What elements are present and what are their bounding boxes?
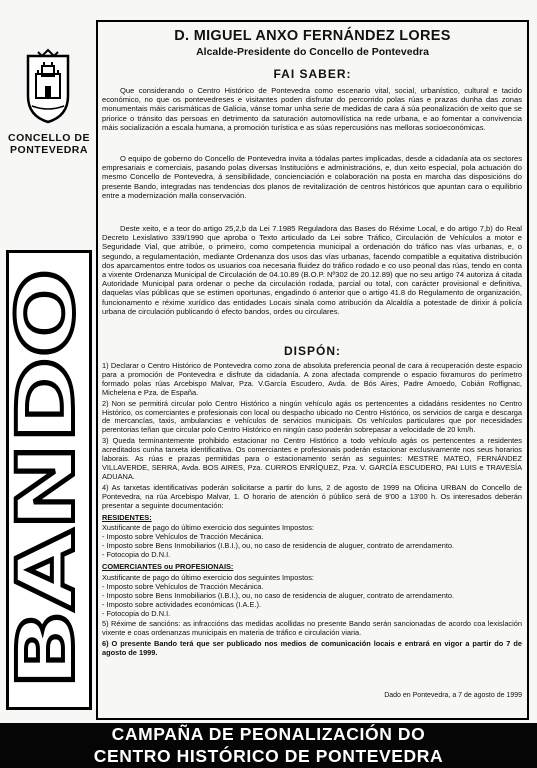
com-line: - Imposto sobre Vehículos de Tracción Mecánica. — [102, 581, 264, 591]
com-line: - Imposto sobre Bens Inmobiliarios (I.B.I.), ou, no caso de residencia de aluguer, contrato de arrendamento. — [102, 590, 455, 600]
com-line: Xustificante de pago do último exercicio dos seguintes Impostos: — [102, 572, 314, 582]
footer-line-2: CENTRO HISTÓRICO DE PONTEVEDRA — [93, 746, 444, 766]
page-title: D. MIGUEL ANXO FERNÁNDEZ LORES — [174, 28, 451, 44]
header — [96, 28, 529, 58]
dispositions-list — [102, 362, 522, 660]
item-5: 5) Réxime de sancións: as infraccións das medidas acollidas no presente Bando serán sancionadas de acordo coa lexislación vixente e coas ordenanzas municipais en materia de tráfico e circulación viaria. — [102, 619, 522, 638]
concello-label: CONCELLO DE PONTEVEDRA — [8, 132, 90, 156]
item-4: 4) As tarxetas identificativas poderán solicitarse a partir do luns, 2 de agosto de 1999 na Oficina URBAN do Concello de Pontevedra, na rúa Arcebispo Malvar, 1. O horario de atención ó público será de 9'00 a 13'00 h. Os interesados deberán presentar a seguinte documentación: — [102, 482, 522, 510]
item-1: 1) Declarar o Centro Histórico de Pontevedra como zona de absoluta preferencia peonal de cara á recuperación deste espacio para a promoción de Pontevedra e disfrute da cidadanía. A zona afectada comprende o espacio fixramuros do perímetro formado polas rúas Arcebispo Malvar, Pza. V.García Escudero, Avda. de Bós Aires, Padre Amoedo, Cobián Roffignac, Michelena e Pza. de España. — [102, 361, 522, 397]
comerciantes-heading: COMERCIANTES ou PROFESIONAIS: — [102, 562, 234, 572]
dispon-heading: DISPÓN: — [283, 344, 341, 358]
item-2: 2) Non se permitirá circular polo Centro Histórico a ningún vehículo agás os pertencentes a cidadáns residentes no Centro Histórico, os comerciantes e profesionais con local ou despacho ubicado no Centro Histórico, os servicios de carga e descarga de mercancías, taxis, ambulancias e vehículos de servicios municipais. Os vehículos particulares que por necesidades perentorias teñan que circular polo Centro Histórico en ningún caso poderán sobrepasar a velocidade de 20 km/h. — [102, 398, 522, 435]
coat-of-arms-icon — [18, 50, 78, 124]
com-line: - Imposto sobre actividades económicas (I.A.E.). — [102, 599, 261, 609]
residentes-heading: RESIDENTES: — [102, 512, 152, 522]
paragraph-1: Que considerando o Centro Histórico de Pontevedra como escenario vital, social, urbanístico, cultural e tacido económico, no que os pontevedreses e visitantes poden disfrutar do percorrido polas rúas e prazas dunha das zonas monumentais máis carismáticas de Galicia, vánse tomar unha serie de medidas de cara á súa peonalización de xeito que se priorice o tránsito das persoas en detrimento da saturación automovilística na rede urbana, e ao fomentar a convivencia máis socialización a escala humana, a promoción turística e as súas repercusións nas melloras socioeconómicas. — [102, 86, 522, 132]
paragraph-2: O equipo de goberno do Concello de Pontevedra invita a tódalas partes implicadas, desde a cidadanía ata os sectores empresariais e comerciais, pasando polas diversas Institucións e administracións, e, dun xeito especial, pola actuación do mesmo Concello de Pontevedra, á sensibilidade, concienciación e colaboración na posta en marcha das disposicións do presente Bando, integradas nas tendencias dos planos de revitalización de centros históricos que apuntan cara o equilibrio entre a modernización malla conservación. — [102, 154, 522, 200]
item-6: 6) O presente Bando terá que ser publicado nos medios de comunicación locais e entrará en vigor a partir do 7 de agosto de 1999. — [102, 639, 522, 658]
res-line: Xustificante de pago do último exercicio dos seguintes Impostos: — [102, 523, 314, 533]
item-3: 3) Queda terminantemente prohibido estacionar no Centro Histórico a todo vehículo agás os pertencentes a residentes acreditados cunha tarxeta identificativa. Os comerciantes e profesionais poderán estacionar exclusivamente nos seus horarios laborais. As rúas e prazas permitidas para o estacionamento serán as seguintes: MESTRE MATEO, FERNÁNDEZ VILLAVERDE, SERRA, Avda. BOS AIRES, Pza. CURROS ENRÍQUEZ, Pza. V. GARCÍA ESCUDERO, PAI LUIS e TRAVESÍA ADUANA. — [102, 436, 522, 481]
res-line: - Imposto sobre Vehículos de Tracción Mecánica. — [102, 532, 264, 542]
bando-word: BANDO — [2, 372, 92, 689]
footer-line-1: CAMPAÑA DE PEONALIZACIÓN DO — [111, 724, 426, 744]
paragraph-3: Deste xeito, e a teor do artigo 25,2,b da Lei 7.1985 Reguladora das Bases do Réxime Local, e do artigo 7,b) do Real Decreto Lexislativo 339/1990 que aproba o Texto articulado da Lei sobre Tráfico, Circulación de Vehículos a motor e Seguridade Vial, que atribúe, o primeiro, como competencia municipal a ordenación do tráfico nas vías urbanas, e, o segundo, a regulamentación, mediante Ordenanza dos usos das vías urbanas, facendo compatible a equitativa distribución dos aparcamentos entre todos os usuarios coa necesaria fluidez do tráfico rodado e co uso peonal das rúas, tendo en conta a vixente Ordenanza Municipal de Circulación de 04.10.89 (B.O.P. Nº302 de 20.12.89) que no seu artigo 74 autoriza á citada Autoridade Municipal para ordenar o peche da circulación rodada, parcial ou total, con carácter provisional e definitiva, daquelas vías públicas que se estimen oportunas, engadindo ó anterior que o artigo 41.8 do Regulamento de organización, funcionamento e réxime xurídico das entidades Locais sinala como atribución da Alcaldía a potestade de dirixir á policía urbana de circulación publicando ó efecto bandos, ordes ou circulares. — [102, 224, 522, 316]
fai-saber-heading: FAI SABER: — [273, 67, 352, 81]
campaign-footer — [0, 723, 537, 768]
com-line: - Fotocopia do D.N.I. — [102, 608, 171, 618]
bando-vertical-banner — [2, 250, 92, 710]
res-line: - Fotocopia do D.N.I. — [102, 550, 171, 560]
signature-date: Dado en Pontevedra, a 7 de agosto de 1999 — [384, 692, 522, 699]
page-subtitle: Alcalde-Presidente do Concello de Pontevedra — [196, 46, 429, 58]
left-sidebar — [2, 20, 92, 720]
res-line: - Imposto sobre Bens Inmobiliarios (I.B.I.), ou, no caso de residencia de aluguer, contrato de arrendamento. — [102, 541, 455, 551]
